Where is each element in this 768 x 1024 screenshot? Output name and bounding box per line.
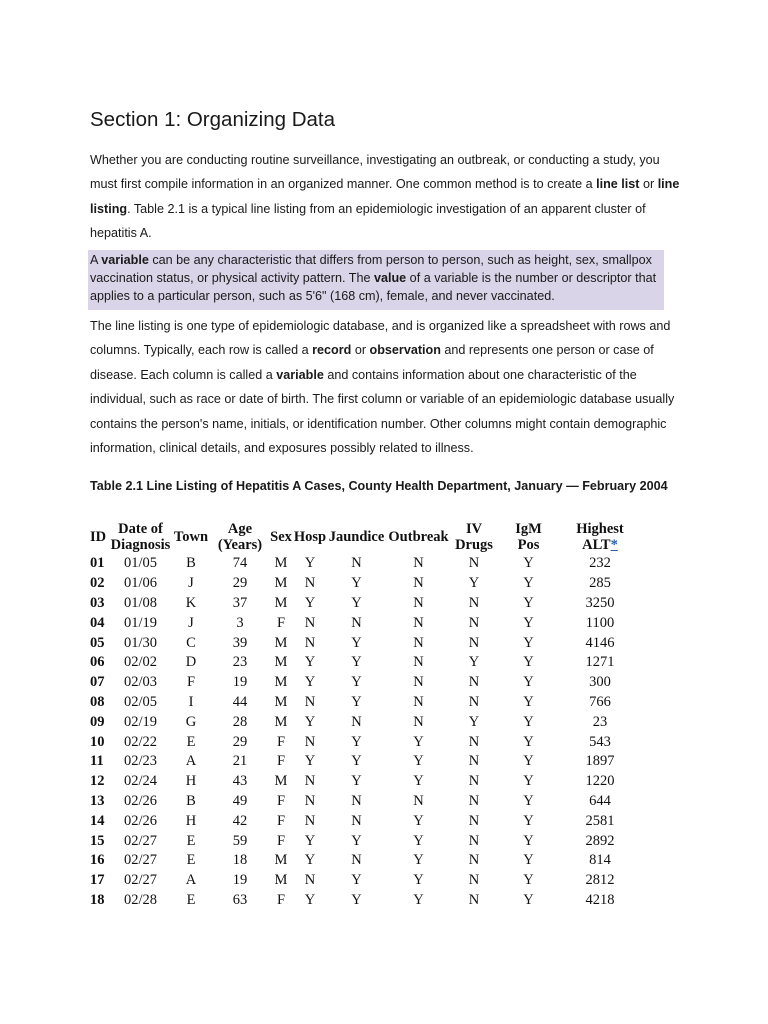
cell-outbreak: Y bbox=[413, 733, 424, 750]
cell-town: B bbox=[186, 555, 196, 572]
cell-outbreak: N bbox=[413, 713, 424, 730]
alt-footnote-link[interactable]: * bbox=[610, 537, 618, 553]
cell-date: 01/06 bbox=[123, 575, 158, 592]
cell-sex: M bbox=[274, 555, 288, 572]
callout-text-3: of a variable is the number or descriptor that applies to a particular person, such as 5'6" (168 cm), female, and never vaccinated. bbox=[90, 271, 657, 303]
cell-igm-pos: Y bbox=[523, 654, 534, 671]
cell-id: 16 bbox=[90, 852, 105, 869]
table-body bbox=[90, 554, 640, 910]
table-row bbox=[90, 693, 640, 713]
cell-outbreak: N bbox=[413, 555, 424, 572]
cell-date: 02/27 bbox=[123, 832, 158, 849]
cell-igm-pos: Y bbox=[523, 733, 534, 750]
cell-outbreak: N bbox=[413, 575, 424, 592]
cell-sex: F bbox=[276, 753, 286, 770]
cell-town: E bbox=[186, 832, 196, 849]
cell-igm-pos: Y bbox=[523, 832, 534, 849]
cell-date: 02/28 bbox=[123, 891, 158, 908]
term-variable: variable bbox=[101, 253, 149, 267]
cell-igm-pos: Y bbox=[523, 872, 534, 889]
col-header-highest-alt bbox=[560, 520, 640, 554]
cell-highest-alt: 2581 bbox=[585, 812, 615, 829]
term-record: record bbox=[312, 343, 352, 358]
cell-town: C bbox=[186, 634, 196, 651]
cell-outbreak: Y bbox=[413, 773, 424, 790]
cell-age: 29 bbox=[232, 733, 248, 750]
col-header-age-line1: Age bbox=[227, 521, 253, 537]
cell-id: 04 bbox=[90, 614, 105, 631]
cell-igm-pos: Y bbox=[523, 773, 534, 790]
cell-igm-pos: Y bbox=[523, 634, 534, 651]
cell-sex: F bbox=[276, 812, 286, 829]
term-variable-2: variable bbox=[276, 367, 324, 382]
table-row bbox=[90, 554, 640, 574]
col-header-jaundice: Jaundice bbox=[328, 529, 385, 545]
cell-igm-pos: Y bbox=[523, 674, 534, 691]
cell-iv-drugs: Y bbox=[468, 575, 480, 592]
line-listing-paragraph bbox=[90, 314, 680, 460]
cell-highest-alt: 766 bbox=[589, 693, 611, 710]
cell-id: 18 bbox=[90, 891, 105, 908]
cell-iv-drugs: N bbox=[468, 832, 480, 849]
cell-date: 02/19 bbox=[123, 713, 158, 730]
cell-town: B bbox=[186, 792, 196, 809]
cell-sex: M bbox=[274, 594, 288, 611]
term-line-listing: line listing bbox=[90, 177, 680, 216]
cell-igm-pos: Y bbox=[523, 713, 534, 730]
callout-text-2: can be any characteristic that differs from person to person, such as height, sex, smallpox vaccination status, or physical activity pattern. The bbox=[90, 253, 652, 285]
cell-sex: M bbox=[274, 674, 288, 691]
cell-iv-drugs: N bbox=[468, 634, 480, 651]
cell-town: K bbox=[185, 594, 197, 611]
col-header-hosp: Hosp bbox=[293, 529, 327, 545]
cell-jaundice: Y bbox=[351, 733, 362, 750]
col-header-alt-label: Highest ALT bbox=[576, 521, 624, 553]
table-row bbox=[90, 653, 640, 673]
col-header-iv-drugs bbox=[451, 520, 497, 554]
cell-date: 02/24 bbox=[123, 773, 158, 790]
cell-highest-alt: 285 bbox=[589, 575, 611, 592]
body-text-2: or bbox=[351, 343, 370, 358]
cell-outbreak: N bbox=[413, 634, 424, 651]
cell-age: 18 bbox=[232, 852, 248, 869]
cell-town: H bbox=[185, 812, 197, 829]
cell-id: 17 bbox=[90, 872, 105, 889]
table-row bbox=[90, 712, 640, 732]
col-header-age-line2: (Years) bbox=[217, 537, 263, 553]
cell-date: 02/23 bbox=[123, 753, 158, 770]
cell-age: 39 bbox=[232, 634, 248, 651]
cell-date: 01/30 bbox=[123, 634, 158, 651]
cell-igm-pos: Y bbox=[523, 753, 534, 770]
cell-town: F bbox=[186, 674, 196, 691]
cell-age: 29 bbox=[232, 575, 248, 592]
cell-highest-alt: 232 bbox=[589, 555, 611, 572]
cell-age: 43 bbox=[232, 773, 248, 790]
cell-age: 19 bbox=[232, 674, 248, 691]
cell-sex: M bbox=[274, 654, 288, 671]
cell-hosp: Y bbox=[304, 753, 316, 770]
col-header-sex: Sex bbox=[270, 529, 292, 545]
cell-outbreak: N bbox=[413, 792, 424, 809]
cell-igm-pos: Y bbox=[523, 555, 534, 572]
cell-highest-alt: 1100 bbox=[585, 614, 615, 631]
callout-text-1: A bbox=[90, 253, 102, 267]
cell-highest-alt: 4146 bbox=[585, 634, 615, 651]
col-header-date-line2: Diagnosis bbox=[110, 537, 171, 553]
line-listing-table bbox=[90, 520, 640, 910]
cell-igm-pos: Y bbox=[523, 792, 534, 809]
col-header-igm-line1: IgM bbox=[515, 521, 542, 537]
cell-date: 02/05 bbox=[123, 693, 158, 710]
definition-callout bbox=[88, 250, 664, 310]
cell-id: 01 bbox=[90, 555, 105, 572]
cell-town: E bbox=[186, 852, 196, 869]
cell-town: E bbox=[186, 891, 196, 908]
cell-outbreak: N bbox=[413, 594, 424, 611]
cell-highest-alt: 300 bbox=[589, 674, 611, 691]
cell-town: H bbox=[185, 773, 197, 790]
cell-jaundice: Y bbox=[351, 832, 362, 849]
cell-date: 02/02 bbox=[123, 654, 158, 671]
cell-iv-drugs: N bbox=[468, 693, 480, 710]
cell-hosp: N bbox=[304, 773, 316, 790]
cell-age: 49 bbox=[232, 792, 248, 809]
cell-outbreak: N bbox=[413, 654, 424, 671]
cell-date: 01/08 bbox=[123, 594, 158, 611]
table-row bbox=[90, 752, 640, 772]
cell-hosp: Y bbox=[304, 674, 316, 691]
cell-date: 02/26 bbox=[123, 792, 158, 809]
table-caption: Table 2.1 Line Listing of Hepatitis A Cases, County Health Department, January — February 2004 bbox=[90, 479, 668, 493]
cell-highest-alt: 1897 bbox=[585, 753, 615, 770]
cell-hosp: Y bbox=[304, 594, 316, 611]
intro-paragraph bbox=[90, 148, 680, 246]
cell-outbreak: Y bbox=[413, 872, 424, 889]
cell-outbreak: Y bbox=[413, 753, 424, 770]
cell-iv-drugs: N bbox=[468, 733, 480, 750]
cell-hosp: N bbox=[304, 693, 316, 710]
col-header-town: Town bbox=[173, 529, 209, 545]
cell-highest-alt: 1220 bbox=[585, 773, 615, 790]
cell-hosp: Y bbox=[304, 832, 316, 849]
cell-id: 07 bbox=[90, 674, 105, 691]
cell-highest-alt: 3250 bbox=[585, 594, 615, 611]
cell-date: 02/03 bbox=[123, 674, 158, 691]
cell-id: 09 bbox=[90, 713, 105, 730]
cell-highest-alt: 543 bbox=[589, 733, 611, 750]
cell-iv-drugs: N bbox=[468, 555, 480, 572]
cell-outbreak: N bbox=[413, 674, 424, 691]
cell-town: J bbox=[188, 614, 194, 631]
cell-jaundice: N bbox=[351, 812, 362, 829]
cell-iv-drugs: N bbox=[468, 812, 480, 829]
cell-jaundice: N bbox=[351, 713, 362, 730]
cell-jaundice: Y bbox=[351, 654, 362, 671]
cell-town: J bbox=[188, 575, 194, 592]
cell-iv-drugs: N bbox=[468, 594, 480, 611]
cell-age: 63 bbox=[232, 891, 248, 908]
cell-jaundice: Y bbox=[351, 872, 362, 889]
cell-outbreak: N bbox=[413, 693, 424, 710]
table-row bbox=[90, 613, 640, 633]
cell-town: D bbox=[185, 654, 197, 671]
cell-igm-pos: Y bbox=[523, 693, 534, 710]
cell-age: 74 bbox=[232, 555, 248, 572]
cell-igm-pos: Y bbox=[523, 891, 534, 908]
cell-iv-drugs: N bbox=[468, 773, 480, 790]
col-header-date bbox=[110, 520, 171, 554]
cell-igm-pos: Y bbox=[523, 594, 534, 611]
col-header-id: ID bbox=[90, 529, 107, 545]
cell-date: 01/05 bbox=[123, 555, 158, 572]
cell-outbreak: Y bbox=[413, 852, 424, 869]
cell-jaundice: Y bbox=[351, 693, 362, 710]
cell-sex: M bbox=[274, 872, 288, 889]
term-line-list: line list bbox=[596, 177, 640, 192]
cell-sex: F bbox=[276, 792, 286, 809]
cell-hosp: N bbox=[304, 792, 316, 809]
cell-age: 19 bbox=[232, 872, 248, 889]
col-header-iv-line1: IV bbox=[465, 521, 483, 537]
cell-hosp: N bbox=[304, 812, 316, 829]
cell-iv-drugs: Y bbox=[468, 713, 480, 730]
cell-date: 02/26 bbox=[123, 812, 158, 829]
cell-id: 14 bbox=[90, 812, 105, 829]
cell-outbreak: Y bbox=[413, 832, 424, 849]
intro-text-2: or bbox=[639, 177, 658, 192]
cell-highest-alt: 2892 bbox=[585, 832, 615, 849]
cell-age: 59 bbox=[232, 832, 248, 849]
cell-age: 44 bbox=[232, 693, 248, 710]
cell-id: 06 bbox=[90, 654, 105, 671]
section-title: Section 1: Organizing Data bbox=[90, 108, 335, 131]
cell-age: 42 bbox=[232, 812, 248, 829]
cell-sex: M bbox=[274, 773, 288, 790]
cell-hosp: N bbox=[304, 733, 316, 750]
cell-hosp: N bbox=[304, 614, 316, 631]
cell-highest-alt: 1271 bbox=[585, 654, 615, 671]
cell-hosp: Y bbox=[304, 555, 316, 572]
cell-age: 37 bbox=[232, 594, 248, 611]
table-row bbox=[90, 831, 640, 851]
cell-age: 21 bbox=[232, 753, 248, 770]
cell-id: 11 bbox=[90, 753, 104, 770]
col-header-outbreak: Outbreak bbox=[388, 529, 449, 545]
cell-hosp: N bbox=[304, 634, 316, 651]
cell-igm-pos: Y bbox=[523, 575, 534, 592]
cell-date: 02/27 bbox=[123, 852, 158, 869]
cell-jaundice: N bbox=[351, 792, 362, 809]
cell-id: 15 bbox=[90, 832, 105, 849]
cell-sex: F bbox=[276, 614, 286, 631]
cell-age: 23 bbox=[232, 654, 248, 671]
cell-sex: M bbox=[274, 634, 288, 651]
intro-text-1: Whether you are conducting routine surveillance, investigating an outbreak, or conducting a study, you must first compile information in an organized manner. One common method is to create a bbox=[90, 153, 660, 192]
cell-id: 10 bbox=[90, 733, 105, 750]
cell-iv-drugs: N bbox=[468, 852, 480, 869]
table-row bbox=[90, 673, 640, 693]
cell-highest-alt: 814 bbox=[589, 852, 611, 869]
cell-age: 28 bbox=[232, 713, 248, 730]
cell-sex: F bbox=[276, 832, 286, 849]
table-row bbox=[90, 811, 640, 831]
cell-town: I bbox=[188, 693, 194, 710]
cell-sex: F bbox=[276, 733, 286, 750]
table-row bbox=[90, 732, 640, 752]
cell-id: 13 bbox=[90, 792, 105, 809]
cell-jaundice: Y bbox=[351, 594, 362, 611]
cell-town: E bbox=[186, 733, 196, 750]
cell-hosp: Y bbox=[304, 852, 316, 869]
cell-iv-drugs: N bbox=[468, 792, 480, 809]
body-text-4: and contains information about one characteristic of the individual, such as race or date of birth. The first column or variable of an epidemiologic database usually contains the person's name, initials, or identification number. Other columns might contain demographic information, clinical details, and exposures possibly related to illness. bbox=[90, 367, 675, 456]
cell-hosp: Y bbox=[304, 654, 316, 671]
cell-igm-pos: Y bbox=[523, 614, 534, 631]
body-text-1: The line listing is one type of epidemiologic database, and is organized like a spreadsheet with rows and columns. Typically, each row is called a bbox=[90, 319, 671, 358]
cell-id: 02 bbox=[90, 575, 105, 592]
col-header-age bbox=[211, 520, 269, 554]
cell-date: 02/27 bbox=[123, 872, 158, 889]
cell-jaundice: N bbox=[351, 555, 362, 572]
cell-sex: F bbox=[276, 891, 286, 908]
cell-jaundice: Y bbox=[351, 891, 362, 908]
cell-id: 08 bbox=[90, 693, 105, 710]
cell-iv-drugs: N bbox=[468, 614, 480, 631]
cell-outbreak: Y bbox=[413, 891, 424, 908]
cell-hosp: Y bbox=[304, 713, 316, 730]
cell-hosp: Y bbox=[304, 891, 316, 908]
cell-iv-drugs: N bbox=[468, 674, 480, 691]
cell-town: A bbox=[185, 872, 197, 889]
table-row bbox=[90, 772, 640, 792]
cell-sex: M bbox=[274, 575, 288, 592]
cell-id: 12 bbox=[90, 773, 105, 790]
cell-date: 01/19 bbox=[123, 614, 158, 631]
col-header-date-line1: Date of bbox=[118, 521, 163, 537]
table-header-row bbox=[90, 520, 640, 554]
cell-date: 02/22 bbox=[123, 733, 158, 750]
cell-jaundice: Y bbox=[351, 753, 362, 770]
cell-town: G bbox=[185, 713, 197, 730]
cell-jaundice: Y bbox=[351, 674, 362, 691]
cell-iv-drugs: Y bbox=[468, 654, 480, 671]
col-header-igm-line2: Pos bbox=[517, 537, 540, 553]
cell-highest-alt: 2812 bbox=[585, 872, 615, 889]
intro-text-3: . Table 2.1 is a typical line listing from an epidemiologic investigation of an apparent cluster of hepatitis A. bbox=[90, 201, 646, 241]
cell-highest-alt: 644 bbox=[589, 792, 611, 809]
cell-sex: M bbox=[274, 713, 288, 730]
cell-highest-alt: 4218 bbox=[585, 891, 615, 908]
body-text-3: and represents one person or case of disease. Each column is called a bbox=[90, 343, 654, 382]
cell-iv-drugs: N bbox=[468, 753, 480, 770]
table-row bbox=[90, 574, 640, 594]
table-row bbox=[90, 594, 640, 614]
cell-hosp: N bbox=[304, 575, 316, 592]
cell-hosp: N bbox=[304, 872, 316, 889]
table-row bbox=[90, 851, 640, 871]
col-header-iv-line2: Drugs bbox=[455, 537, 493, 553]
table-row bbox=[90, 792, 640, 812]
cell-igm-pos: Y bbox=[523, 852, 534, 869]
term-observation: observation bbox=[369, 343, 441, 358]
cell-jaundice: Y bbox=[351, 575, 362, 592]
cell-jaundice: N bbox=[351, 852, 362, 869]
cell-sex: M bbox=[274, 693, 288, 710]
col-header-igm-pos bbox=[497, 520, 560, 554]
term-value: value bbox=[373, 271, 407, 285]
table-row bbox=[90, 633, 640, 653]
cell-highest-alt: 23 bbox=[592, 713, 608, 730]
cell-id: 03 bbox=[90, 594, 105, 611]
cell-town: A bbox=[185, 753, 197, 770]
cell-age: 3 bbox=[236, 614, 244, 631]
cell-igm-pos: Y bbox=[523, 812, 534, 829]
cell-iv-drugs: N bbox=[468, 872, 480, 889]
cell-id: 05 bbox=[90, 634, 105, 651]
cell-jaundice: Y bbox=[351, 634, 362, 651]
cell-jaundice: N bbox=[351, 614, 362, 631]
cell-iv-drugs: N bbox=[468, 891, 480, 908]
table-row bbox=[90, 871, 640, 891]
cell-outbreak: Y bbox=[413, 812, 424, 829]
table-row bbox=[90, 891, 640, 911]
cell-jaundice: Y bbox=[351, 773, 362, 790]
cell-outbreak: N bbox=[413, 614, 424, 631]
cell-sex: M bbox=[274, 852, 288, 869]
